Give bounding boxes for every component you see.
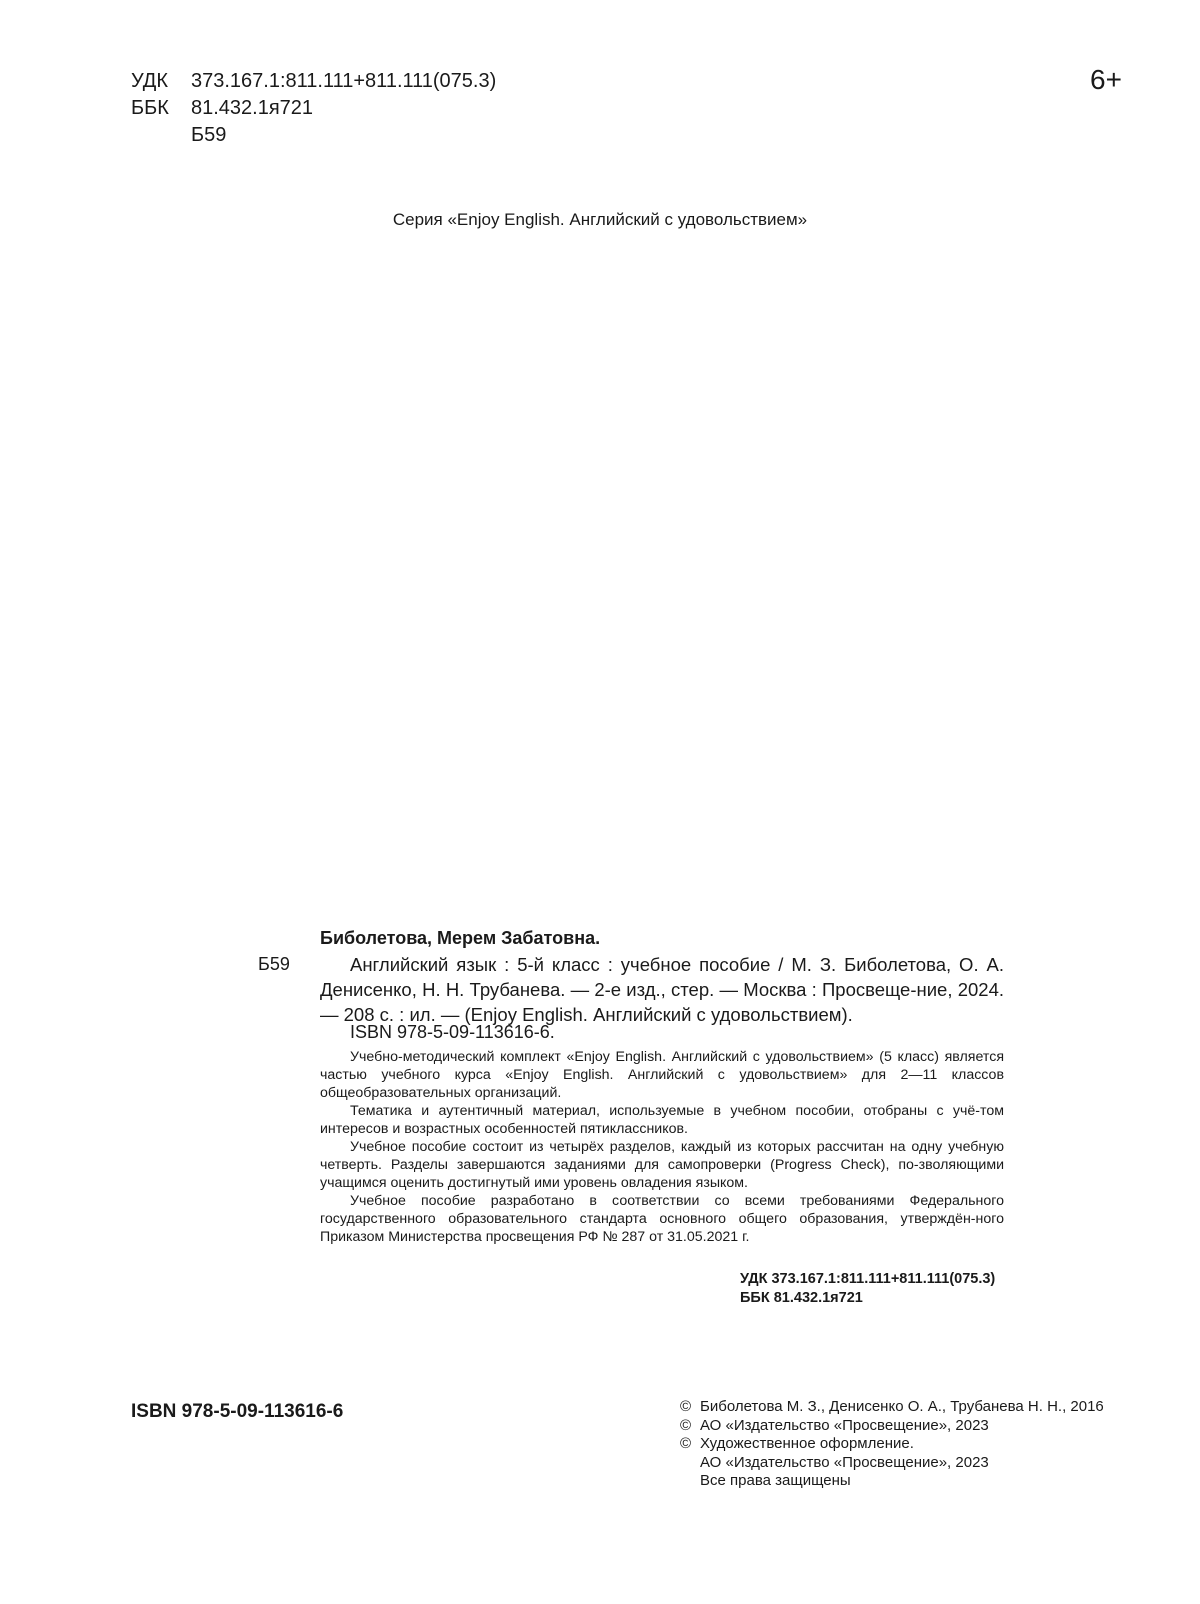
copyright-icon: © xyxy=(680,1398,692,1415)
bbk-value: 81.432.1я721 xyxy=(191,97,314,119)
author-mark: Б59 xyxy=(191,124,227,146)
copyright-line: Все права защищены xyxy=(700,1472,851,1489)
annotation-paragraph: Учебно-методический комплект «Enjoy English. Английский с удовольствием» (5 класс) является частью учебного курса «Enjoy English. Английский с удовольствием» для 2—11 классов общеобразовательных организаций. xyxy=(320,1049,1004,1101)
card-description: Английский язык : 5-й класс : учебное пособие / М. З. Биболетова, О. А. Денисенко, Н. Н. Трубанева. — 2-е изд., стер. — Москва : Просвеще-ние, 2024. — 208 с. : ил. — (Enjoy English. Английский с удовольствием). xyxy=(320,954,1004,1025)
card-bbk: ББК 81.432.1я721 xyxy=(740,1290,863,1306)
bbk-row xyxy=(131,95,313,122)
copyright-line: Художественное оформление. xyxy=(700,1435,914,1452)
copyright-line: АО «Издательство «Просвещение», 2023 xyxy=(700,1416,989,1434)
card-udk: УДК 373.167.1:811.111+811.111(075.3) xyxy=(740,1271,996,1287)
isbn-bottom: ISBN 978-5-09-113616-6 xyxy=(131,1401,344,1422)
copyright-icon: © xyxy=(680,1416,692,1434)
copyright-line: Биболетова М. З., Денисенко О. А., Трубанева Н. Н., 2016 xyxy=(700,1398,1104,1415)
annotation-paragraph: Учебное пособие состоит из четырёх разделов, каждый из которых рассчитан на одну учебную четверть. Разделы завершаются заданиями для самопроверки (Progress Check), по-зволяющими учащимся оценить достигнутый ими уровень овладения языком. xyxy=(320,1139,1004,1191)
udk-value: 373.167.1:811.111+811.111(075.3) xyxy=(191,70,497,92)
udk-row xyxy=(131,68,496,95)
udk-label: УДК xyxy=(131,70,169,92)
copyright-block xyxy=(680,1398,1104,1491)
card-annotation xyxy=(320,1048,1004,1246)
author-mark-row xyxy=(131,122,226,149)
card-codes xyxy=(740,1270,995,1308)
series-title: Серия «Enjoy English. Английский с удовольствием» xyxy=(392,210,808,229)
copyright-icon: © xyxy=(680,1435,692,1452)
card-author: Биболетова, Мерем Забатовна. xyxy=(320,928,601,948)
annotation-paragraph: Учебное пособие разработано в соответствии со всеми требованиями Федерального государственного образовательного стандарта основного общего образования, утверждён-ного Приказом Министерства просвещения РФ № 287 от 31.05.2021 г. xyxy=(320,1193,1004,1245)
copyright-line: АО «Издательство «Просвещение», 2023 xyxy=(700,1453,989,1471)
card-isbn: ISBN 978-5-09-113616-6. xyxy=(350,1022,555,1042)
bbk-label: ББК xyxy=(131,97,169,119)
annotation-paragraph: Тематика и аутентичный материал, используемые в учебном пособии, отобраны с учё-том интересов и возрастных особенностей пятиклассников. xyxy=(320,1103,1004,1137)
age-rating: 6+ xyxy=(1090,64,1122,95)
card-code: Б59 xyxy=(258,954,290,974)
